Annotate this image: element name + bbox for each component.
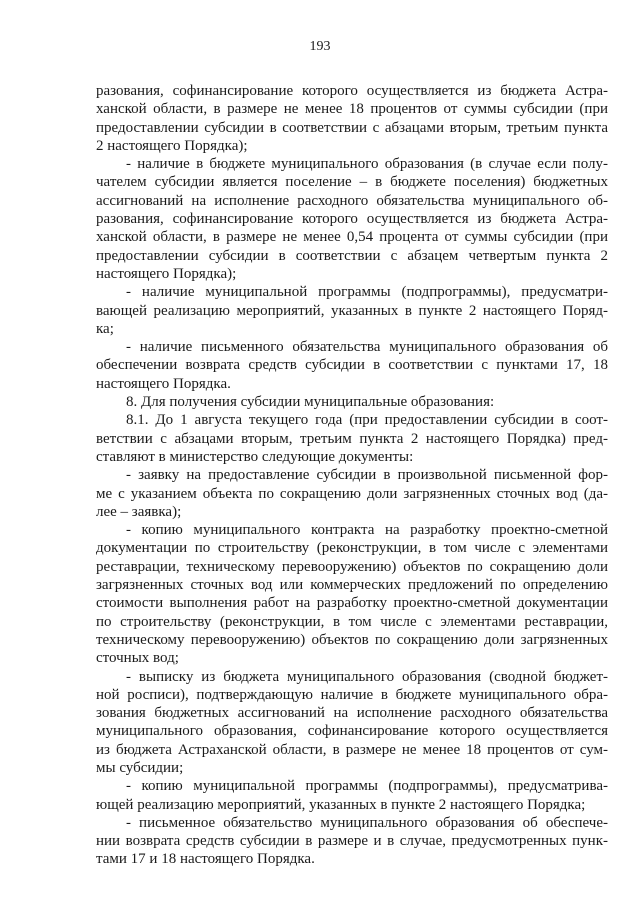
text-line: - копию муниципальной программы (подпрограммы), предусматрива- <box>126 778 608 795</box>
text-line: вающей реализацию мероприятий, указанных в пункте 2 настоящего Поряд- <box>96 302 608 319</box>
document-body <box>96 82 608 869</box>
text-line: разования, софинансирование которого осуществляется из бюджета Астра- <box>96 83 608 99</box>
text-line: разования, софинансирование которого осуществляется из бюджета Астра- <box>96 211 608 228</box>
text-line: по строительству (реконструкции, в том числе с элементами реставрации, <box>96 613 608 630</box>
text-line: зования бюджетных ассигнований на исполнение расходного обязательства <box>96 705 608 722</box>
text-line: ассигнований на исполнение расходного обязательства муниципального об- <box>96 192 608 209</box>
text-line: предоставлении субсидии в соответствии с абзацем четвертым пункта 2 <box>96 247 608 264</box>
text-line: реставрации, техническому перевооружению) объектов по сокращению доли <box>96 558 608 575</box>
text-line: обеспечении возврата средств субсидии в соответствии с пунктами 17, 18 <box>96 357 608 374</box>
text-line: мы субсидии; <box>96 759 184 776</box>
text-line: ханской области, в размере не менее 0,54 процента от суммы субсидии (при <box>96 229 608 246</box>
text-line: ка; <box>96 320 114 337</box>
text-line: - заявку на предоставление субсидии в произвольной письменной фор- <box>126 467 608 484</box>
text-line: из бюджета Астраханской области, в размере не менее 18 процентов от сум- <box>96 741 608 758</box>
text-line: 8.1. До 1 августа текущего года (при предоставлении субсидии в соот- <box>126 412 608 429</box>
text-line: ющей реализацию мероприятий, указанных в пункте 2 настоящего Порядка; <box>96 796 586 813</box>
text-line: загрязненных сточных вод или коммерческих предложений по определению <box>96 577 608 594</box>
text-line: - письменное обязательство муниципального образования об обеспече- <box>126 814 608 831</box>
text-line: предоставлении субсидии в соответствии с абзацами вторым, третьим пункта <box>96 119 608 136</box>
page-number: 193 <box>309 39 331 54</box>
text-line: стоимости выполнения работ на разработку проектно-сметной документации <box>96 595 608 612</box>
text-line: лее – заявка); <box>96 503 182 520</box>
text-line: сточных вод; <box>96 650 179 667</box>
text-line: настоящего Порядка); <box>96 265 237 282</box>
text-line: настоящего Порядка. <box>96 375 231 392</box>
text-line: документации по строительству (реконструкции, в том числе с элементами <box>96 540 608 557</box>
text-line: тами 17 и 18 настоящего Порядка. <box>96 851 315 868</box>
text-line: - выписку из бюджета муниципального образования (сводной бюджет- <box>126 668 608 685</box>
text-line: - наличие в бюджете муниципального образования (в случае если полу- <box>126 156 608 173</box>
text-line: нии возврата средств субсидии в размере и в случае, предусмотренных пунк- <box>96 833 608 850</box>
text-line: - копию муниципального контракта на разработку проектно-сметной <box>126 522 608 539</box>
text-line: ной росписи), подтверждающую наличие в бюджете муниципального обра- <box>96 686 608 703</box>
text-line: ветствии с абзацами вторым, третьим пункта 2 настоящего Порядка) пред- <box>96 430 608 447</box>
text-line: техническому перевооружению) объектов по сокращению доли загрязненных <box>96 631 608 648</box>
text-line: чателем субсидии является поселение – в бюджете поселения) бюджетных <box>96 174 608 191</box>
text-line: - наличие письменного обязательства муниципального образования об <box>126 339 608 356</box>
text-line: 2 настоящего Порядка); <box>96 137 248 154</box>
text-line: ханской области, в размере не менее 18 процентов от суммы субсидии (при <box>96 101 608 118</box>
text-line: ме с указанием объекта по сокращению доли загрязненных сточных вод (да- <box>96 485 608 502</box>
text-line: 8. Для получения субсидии муниципальные образования: <box>126 394 495 411</box>
text-line: - наличие муниципальной программы (подпрограммы), предусматри- <box>126 284 608 301</box>
text-line: ставляют в министерство следующие документы: <box>96 448 414 465</box>
text-line: муниципального образования, софинансирование которого осуществляется <box>96 723 608 740</box>
